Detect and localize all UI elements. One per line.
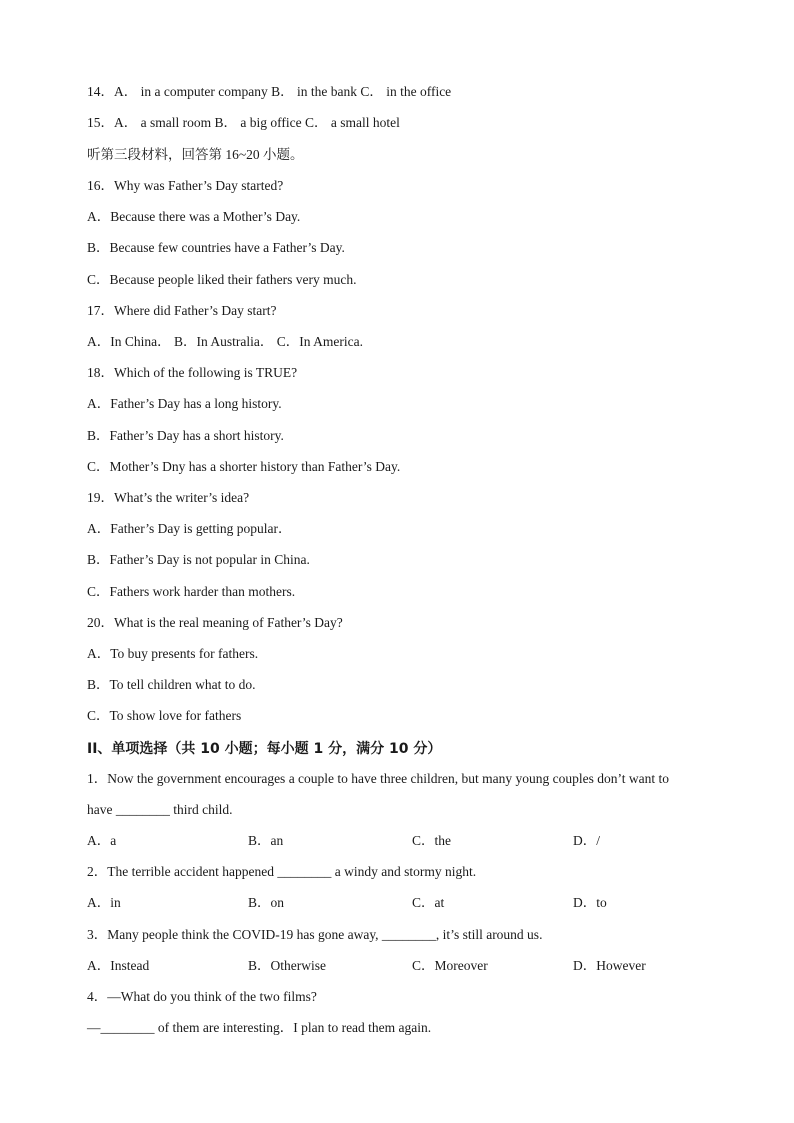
q14-options: 14．A． in a computer company B． in the bank C． in the office [87,84,452,99]
q16-option-b: B．Because few countries have a Father’s Day. [87,240,345,255]
q20-stem: 20．What is the real meaning of Father’s Day? [87,615,343,630]
q19-option-c: C．Fathers work harder than mothers. [87,584,296,599]
q18-option-b: B．Father’s Day has a short history. [87,428,284,443]
mc1-option-a: A．a [87,833,117,848]
mc1-options [87,832,727,850]
mc3-option-d: D．However [573,958,646,973]
q18-stem: 18．Which of the following is TRUE? [87,365,298,380]
mc2-stem: 2．The terrible accident happened ________ a windy and stormy night. [87,864,477,879]
q18-option-c: C．Mother’s Dny has a shorter history than Father’s Day. [87,459,401,474]
q20-option-a: A．To buy presents for fathers. [87,646,259,661]
mc1-stem-line1: 1．Now the government encourages a couple to have three children, but many young couples don’t want to [87,771,669,786]
listening-instruction: 听第三段材料，回答第 16~20 小题。 [87,147,304,162]
mc2-options [87,894,727,912]
q17-stem: 17．Where did Father’s Day start? [87,303,277,318]
q16-option-a: A．Because there was a Mother’s Day. [87,209,301,224]
mc1-option-c: C．the [412,833,451,848]
q19-option-b: B．Father’s Day is not popular in China. [87,552,310,567]
q20-option-b: B．To tell children what to do. [87,677,256,692]
mc2-option-c: C．at [412,895,445,910]
mc2-option-d: D．to [573,895,607,910]
mc1-stem-line2: have ________ third child. [87,802,233,817]
q16-stem: 16．Why was Father’s Day started? [87,178,284,193]
q18-option-a: A．Father’s Day has a long history. [87,396,282,411]
mc3-options [87,957,727,975]
q19-option-a: A．Father’s Day is getting popular． [87,521,292,536]
mc1-option-d: D．/ [573,833,600,848]
mc3-option-c: C．Moreover [412,958,488,973]
q16-option-c: C．Because people liked their fathers very much. [87,272,357,287]
q19-stem: 19．What’s the writer’s idea? [87,490,250,505]
mc3-option-b: B．Otherwise [248,958,326,973]
q15-options: 15．A． a small room B． a big office C． a small hotel [87,115,400,130]
section-title: II、单项选择（共 10 小题；每小题 1 分，满分 10 分） [87,741,442,757]
q17-options: A．In China． B．In Australia． C．In America. [87,334,363,349]
mc2-option-b: B．on [248,895,285,910]
mc3-stem: 3．Many people think the COVID-19 has gone away, ________, it’s still around us. [87,927,543,942]
q20-option-c: C．To show love for fathers [87,708,242,723]
mc4-stem-line1: 4．—What do you think of the two films? [87,989,317,1004]
mc3-option-a: A．Instead [87,958,150,973]
mc2-option-a: A．in [87,895,121,910]
mc4-stem-line2: —________ of them are interesting．I plan to read them again. [87,1020,432,1035]
mc1-option-b: B．an [248,833,284,848]
